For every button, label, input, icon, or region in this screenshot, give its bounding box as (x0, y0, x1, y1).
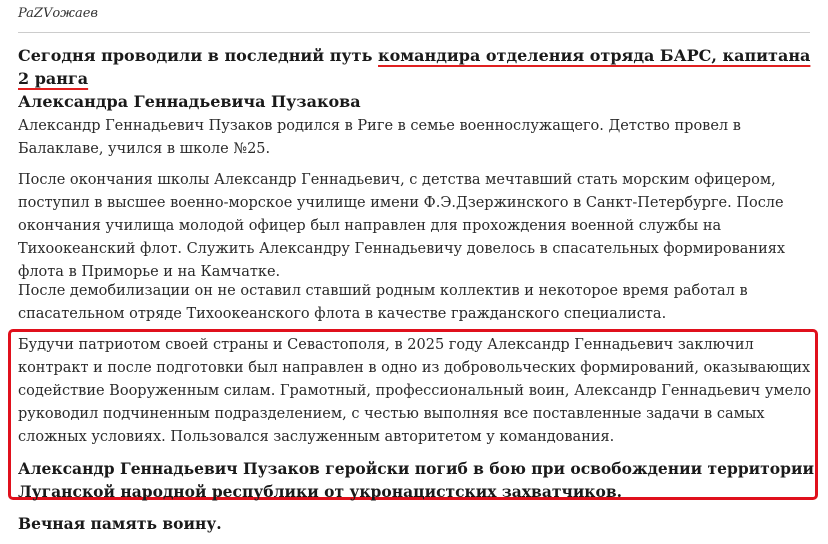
paragraph-civil-service: После демобилизации он не оставил ставший родным коллектив и некоторое время работал в спасательном отряде Тихоокеанского флота в качестве гражданского специалиста. (18, 283, 748, 322)
headline-prefix: Сегодня проводили в последний путь (18, 46, 379, 65)
paragraph-volunteer: Будучи патриотом своей страны и Севастополя, в 2025 году Александр Геннадьевич заключил контракт и после подготовки был направлен в одно из добровольческих формирований, оказывающих содействие Вооруженным силам. Грамотный, профессиональный воин, Александр Геннадьевич умело руководил подчиненным подразделением, с честью выполняя все поставленные задачи в самых сложных условиях. Пользовался заслуженным авторитетом у командования. (18, 337, 812, 445)
paragraph-birth: Александр Геннадьевич Пузаков родился в Риге в семье военнослужащего. Детство провел в Балаклаве, учился в школе №25. (18, 118, 741, 157)
headline-highlight: командира отделения отряда БАРС, капитана 2 ранга (18, 46, 811, 88)
headline-suffix: Александра Геннадьевича Пузакова (18, 92, 361, 111)
paragraph-memory: Вечная память воину. (18, 514, 222, 533)
author-name[interactable]: PaZVожаев (18, 6, 98, 21)
paragraph-career: После окончания школы Александр Геннадьевич, с детства мечтавший стать морским офицером, поступил в высшее военно-морское училище имени Ф.Э.Дзержинского в Санкт-Петербурге. После окончания училища молодой офицер был направлен для прохождения военной службы на Тихоокеанский флот. Служить Александру Геннадьевичу довелось в спасательных формированиях флота в Приморье и на Камчатке. (18, 172, 786, 280)
divider (18, 32, 810, 33)
headline (18, 44, 818, 113)
paragraph-death: Александр Геннадьевич Пузаков геройски погиб в бою при освобождении территории Луганской народной республики от укронацистских захватчиков. (18, 459, 814, 501)
